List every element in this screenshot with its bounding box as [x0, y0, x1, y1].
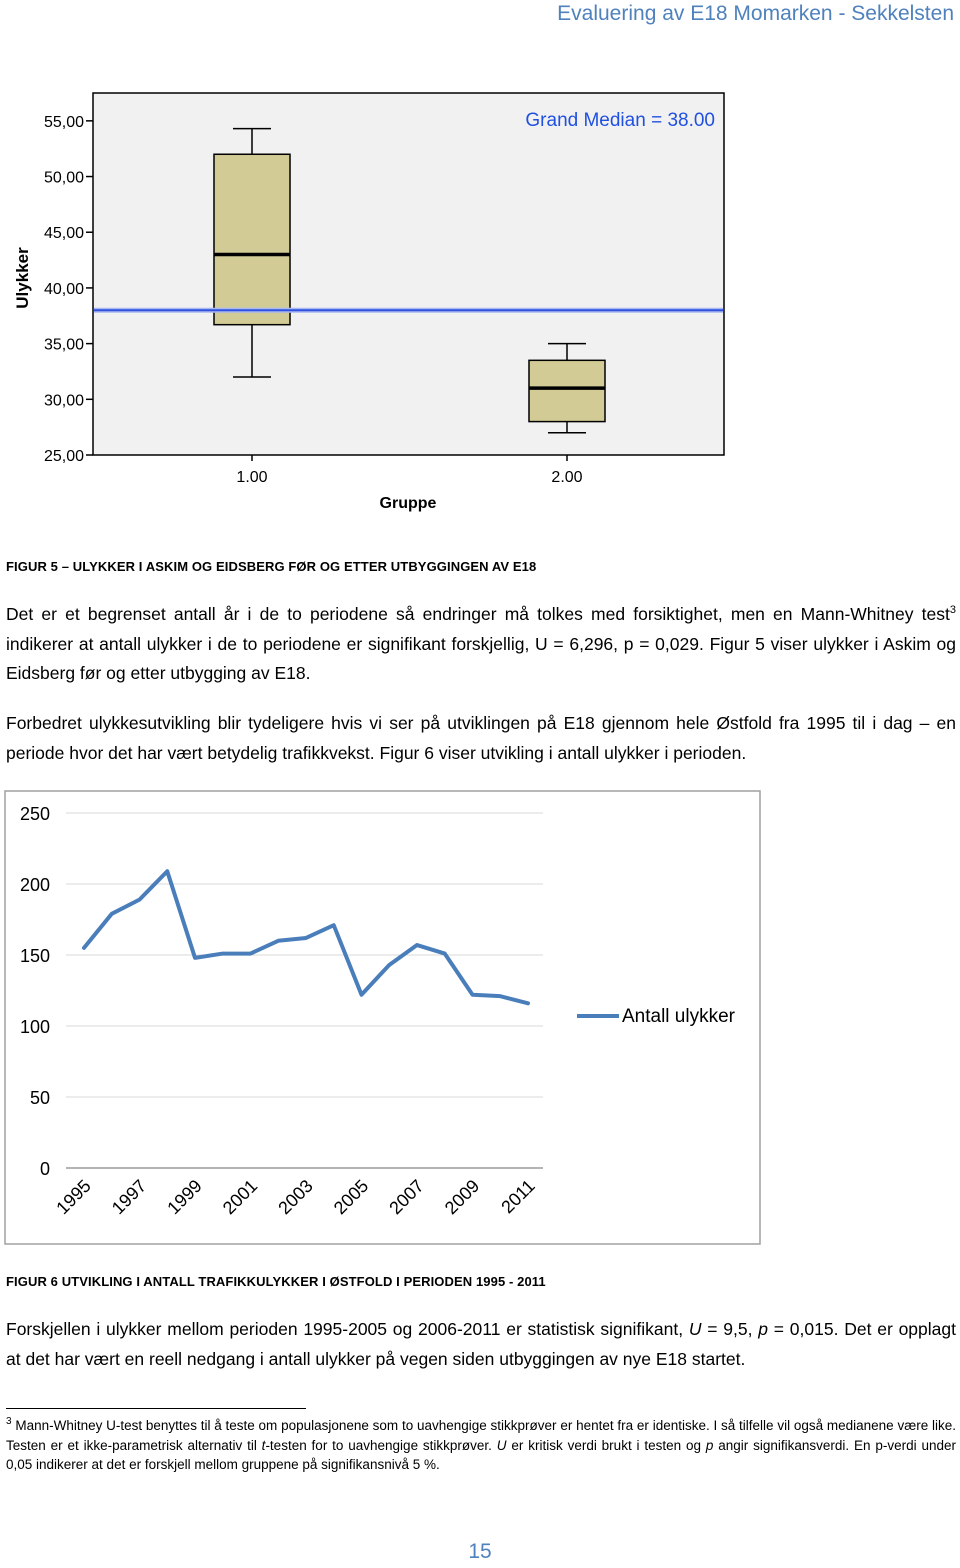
x-tick-label: 2003	[274, 1175, 317, 1219]
x-tick-label: 2009	[440, 1175, 484, 1219]
y-tick-label: 150	[19, 946, 50, 966]
x-tick-label: 2.00	[551, 469, 583, 486]
y-tick-label: 25,00	[43, 448, 84, 465]
line-chart	[0, 790, 960, 1250]
plot-area	[93, 93, 724, 455]
x-tick-label: 1997	[107, 1175, 151, 1219]
x-tick-label: 1.00	[236, 469, 268, 486]
x-tick-label: 2001	[218, 1175, 262, 1219]
paragraph-2: Forbedret ulykkesutvikling blir tydeligere hvis vi ser på utviklingen på E18 gjennom hele Østfold fra 1995 til i dag – en periode hvor det har vært betydelig trafikkvekst. Figur 6 viser utvikling i antall ulykker i perioden.	[6, 713, 956, 763]
x-tick-label: 1995	[52, 1175, 95, 1219]
footnote-number: 3	[6, 1416, 12, 1427]
y-tick-label: 0	[39, 1159, 50, 1179]
y-tick-label: 50,00	[43, 169, 84, 187]
y-tick-label: 40,00	[43, 280, 84, 298]
figure5-caption: FIGUR 5 – ULYKKER I ASKIM OG EIDSBERG FØR OG ETTER UTBYGGINGEN AV E18	[6, 559, 537, 574]
footnote-separator	[6, 1408, 306, 1409]
y-tick-label: 50	[29, 1088, 50, 1108]
x-tick-label: 1999	[163, 1175, 206, 1219]
boxplot-chart	[0, 80, 960, 520]
box-1.00	[214, 154, 290, 324]
x-tick-label: 2011	[497, 1175, 539, 1218]
y-tick-label: 100	[19, 1017, 50, 1037]
reference-line-label: Grand Median = 38.00	[525, 110, 715, 131]
y-tick-label: 55,00	[43, 113, 84, 131]
x-tick-label: 2007	[385, 1175, 428, 1219]
y-tick-label: 45,00	[43, 225, 84, 243]
legend-label: Antall ulykker	[622, 1006, 735, 1027]
paragraph-1: Det er et begrenset antall år i de to periodene så endringer må tolkes med forsiktighet, men en Mann-Whitney test$^3$ indikerer at antall ulykker i de to periodene er signifikant forskjellig, U = 6,296, p = 0,029. Figur 5 viser ulykker i Askim og Eidsberg før og etter utbygging av E18.	[6, 604, 956, 683]
figure6-caption: FIGUR 6 UTVIKLING I ANTALL TRAFIKKULYKKER I ØSTFOLD I PERIODEN 1995 - 2011	[6, 1274, 546, 1289]
box-2.00	[529, 360, 605, 421]
x-tick-label: 2005	[329, 1175, 373, 1219]
y-axis-label: Ulykker	[13, 247, 32, 309]
y-tick-label: 30,00	[43, 392, 84, 410]
footnote: $^3$ Mann-Whitney U-test benyttes til å teste om populasjonene som to uavhengige stikkprøver er hentet fra er identiske. I så tilfelle vil også medianene være like. Testen er et ikke-parametrisk alternativ til t-testen for to uavhengige stikkprøver. U er kritisk verdi brukt i testen og p angir signifikansverdi. En p-verdi under 0,05 indikerer at det er forskjell mellom gruppene på signifikansnivå 5 %.	[6, 1416, 956, 1472]
y-tick-label: 200	[19, 875, 50, 895]
running-header: Evaluering av E18 Momarken - Sekkelsten	[557, 2, 954, 25]
x-axis-label: Gruppe	[379, 495, 437, 512]
page-number: 15	[468, 1540, 492, 1563]
footnote-ref: 3	[949, 604, 956, 617]
paragraph-3: Forskjellen i ulykker mellom perioden 1995-2005 og 2006-2011 er statistisk signifikant, U = 9,5, p = 0,015. Det er opplagt at det har vært en reell nedgang i antall ulykker på vegen siden utbyggingen av nye E18 startet.	[6, 1319, 956, 1369]
y-tick-label: 35,00	[43, 336, 84, 354]
y-tick-label: 250	[19, 804, 50, 824]
